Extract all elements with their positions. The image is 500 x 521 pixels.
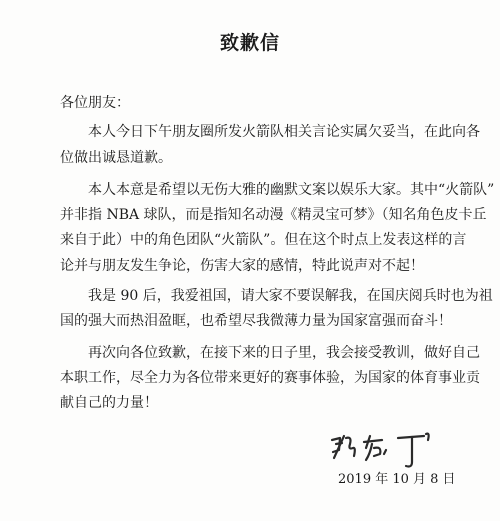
paragraph-4-line-2: 本职工作，尽全力为各位带来更好的赛事体验，为国家的体育事业贡 [60,370,480,386]
paragraph-1-line-2: 位做出诚恳道歉。 [60,150,172,166]
paragraph-2-line-4: 论并与朋友发生争论，伤害大家的感情，特此说声对不起！ [60,258,424,274]
paragraph-3-line-2: 国的强大而热泪盈眶，也希望尽我微薄力量为国家富强而奋斗！ [60,313,452,329]
letter-title: 致歉信 [219,32,280,54]
paragraph-4-line-1: 再次向各位致歉，在接下来的日子里，我会接受教训，做好自己 [88,345,480,361]
paragraph-1-line-1: 本人今日下午朋友圈所发火箭队相关言论实属欠妥当，在此向各 [88,124,480,140]
letter-date: 2019 年 10 月 8 日 [338,472,456,487]
greeting: 各位朋友： [60,95,130,111]
paragraph-2-line-3: 来自于此）中的角色团队“火箭队”。但在这个时点上发表这样的言 [60,232,467,248]
paragraph-4-line-3: 献自己的力量！ [60,395,158,411]
paragraph-2-line-1: 本人本意是希望以无伤大雅的幽默文案以娱乐大家。其中“火箭队” [88,182,495,198]
paragraph-3-line-1: 我是 90 后，我爱祖国，请大家不要误解我，在国庆阅兵时也为祖 [88,288,493,304]
paragraph-2-line-2: 并非指 NBA 球队，而是指知名动漫《精灵宝可梦》（知名角色皮卡丘 [60,207,487,223]
